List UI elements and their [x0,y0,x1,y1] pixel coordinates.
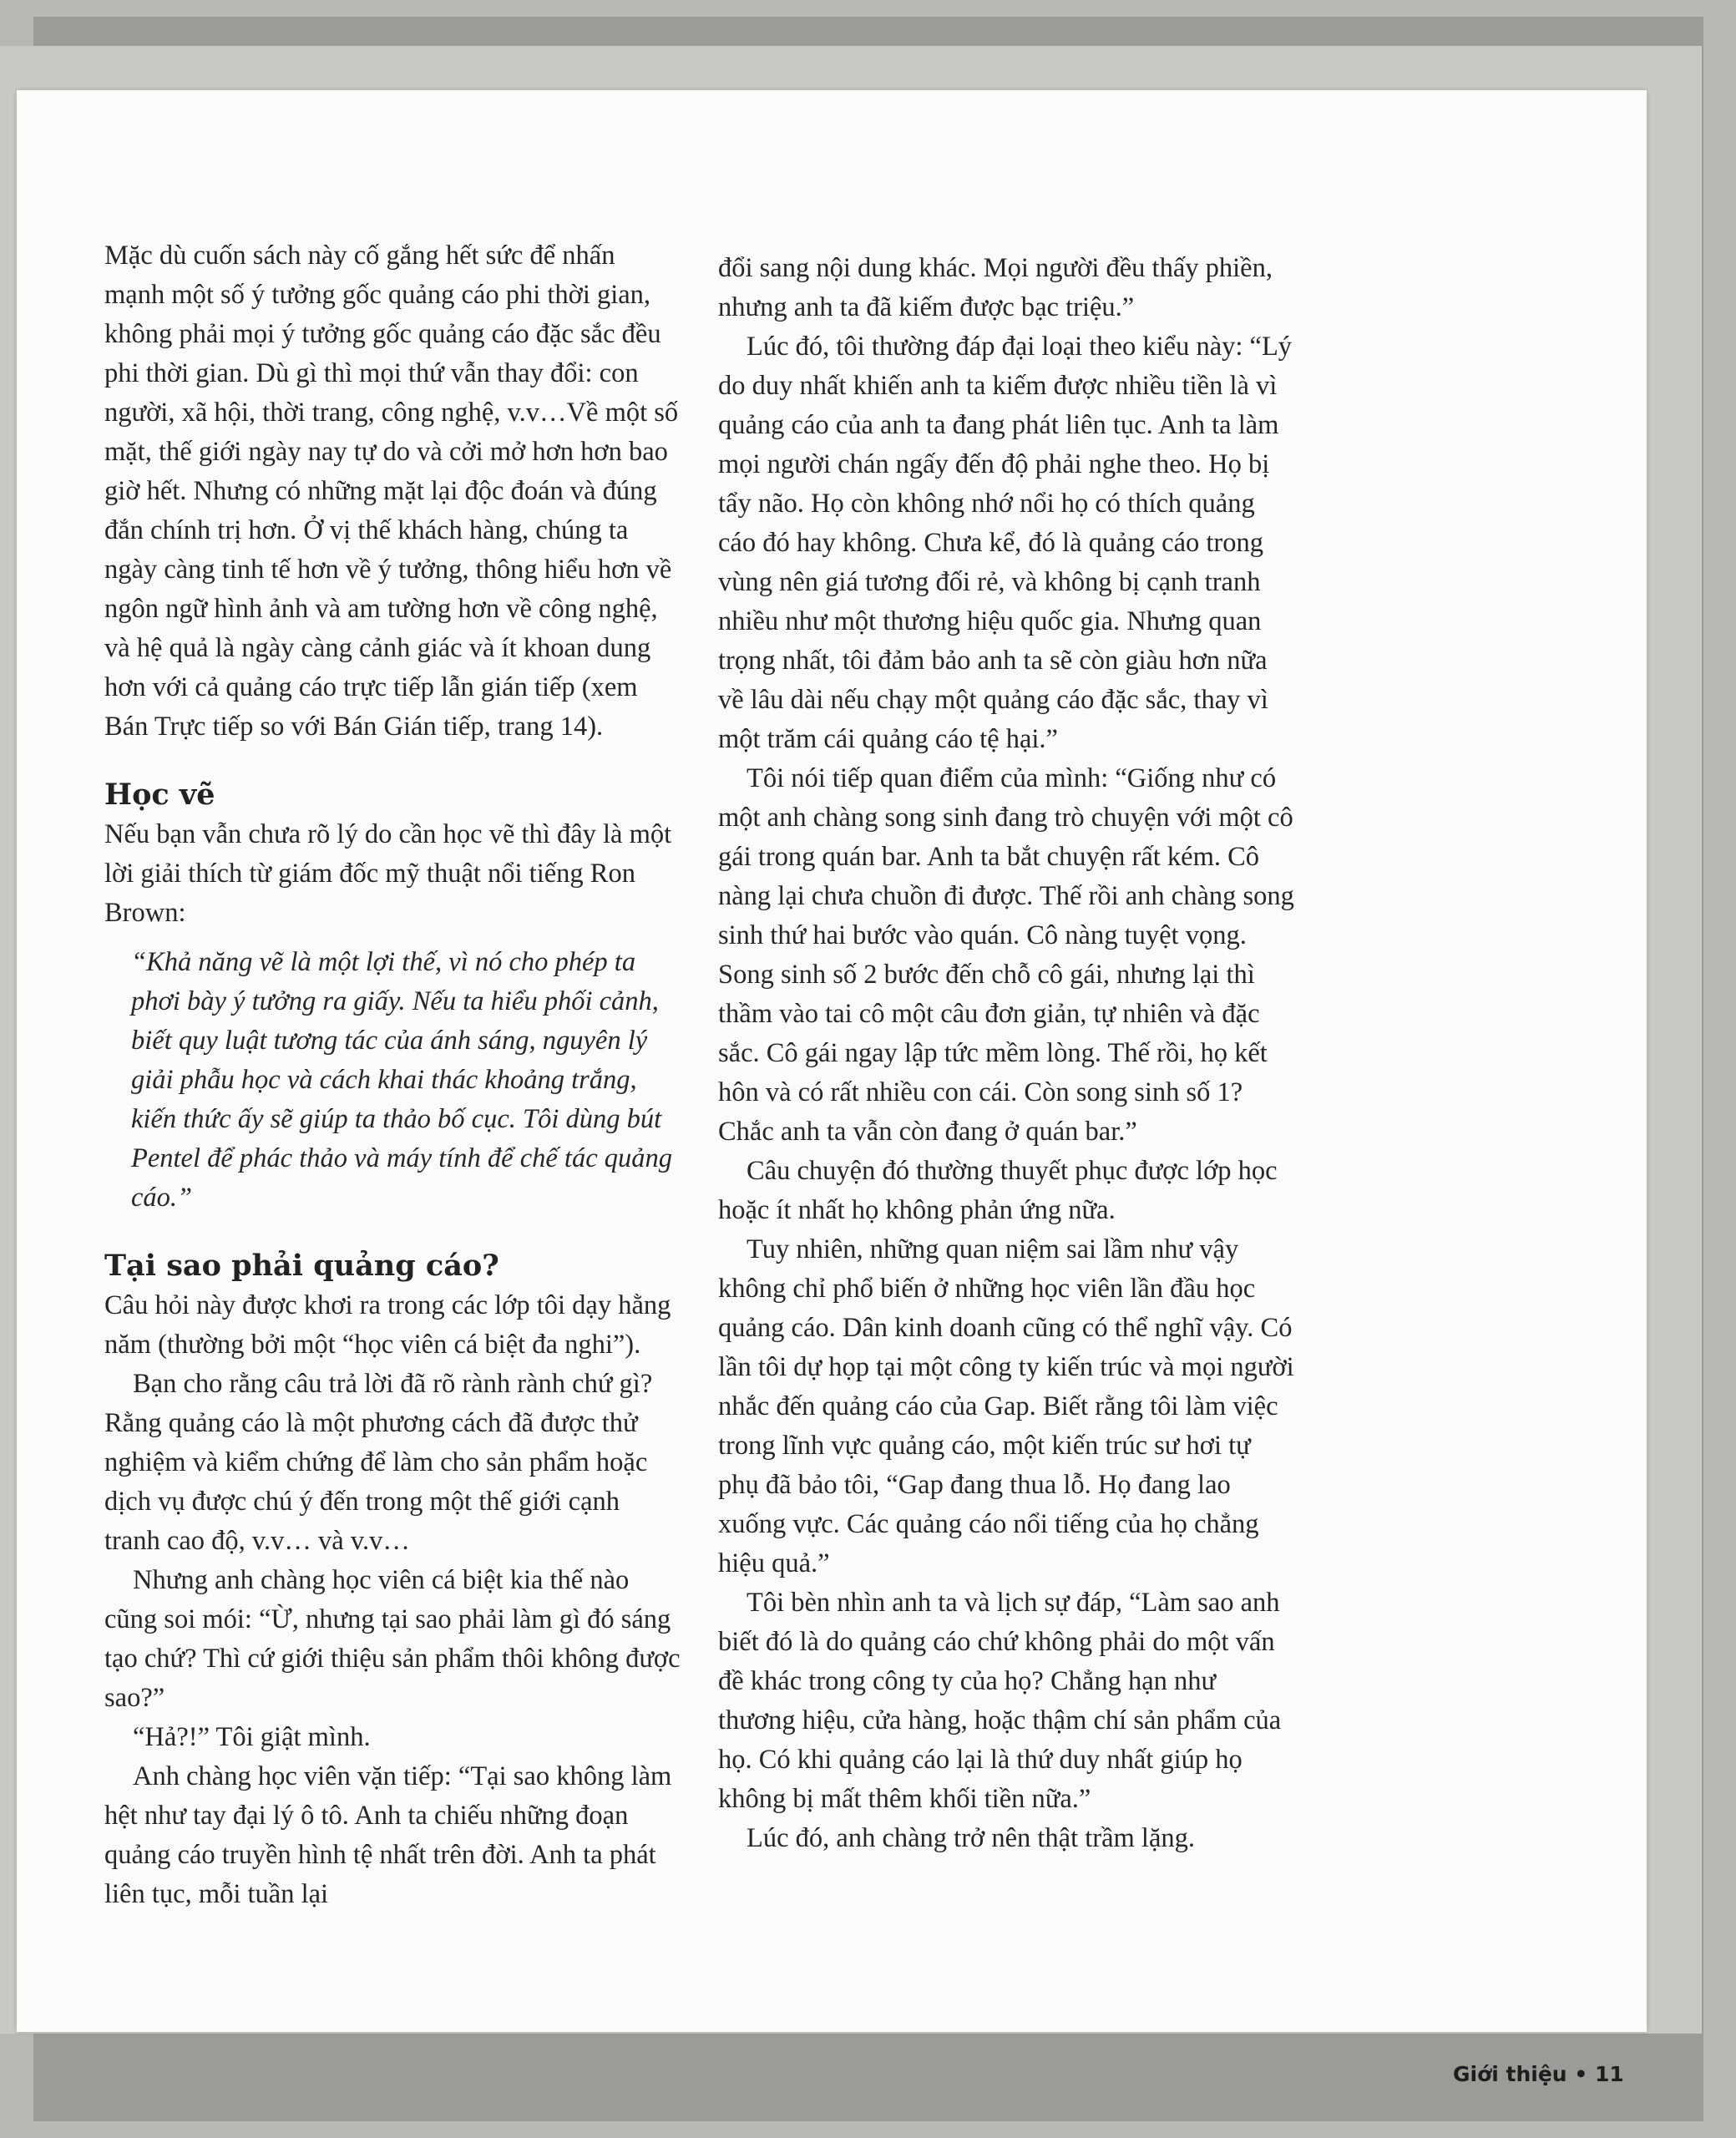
left-column [104,236,681,1914]
paragraph: Câu chuyện đó thường thuyết phục được lớp học hoặc ít nhất họ không phản ứng nữa. [718,1156,1278,1225]
section-heading-tai-sao-phai-quang-cao: Tại sao phải quảng cáo? [104,1249,499,1283]
paragraph: Nếu bạn vẫn chưa rõ lý do cần học vẽ thì đây là một lời giải thích từ giám đốc mỹ thuật nổi tiếng Ron Brown: [104,819,672,928]
section-heading-hoc-ve: Học vẽ [104,778,215,812]
paragraph: Lúc đó, anh chàng trở nên thật trầm lặng. [747,1823,1196,1853]
paragraph: Câu hỏi này được khơi ra trong các lớp tôi dạy hằng năm (thường bởi một “học viên cá biệt đa nghi”). [104,1290,671,1360]
paragraph: Bạn cho rằng câu trả lời đã rõ rành rành chứ gì? Rằng quảng cáo là một phương cách đã được thử nghiệm và kiểm chứng để làm cho sản phẩm hoặc dịch vụ được chú ý đến trong một thế giới cạnh tranh cao độ, v.v… và v.v… [104,1369,653,1556]
page-footer: Giới thiệu • 11 [1453,2062,1624,2086]
paragraph: Mặc dù cuốn sách này cố gắng hết sức để nhấn mạnh một số ý tưởng gốc quảng cáo phi thời gian, không phải mọi ý tưởng gốc quảng cáo đặc sắc đều phi thời gian. Dù gì thì mọi thứ vẫn thay đổi: con người, xã hội, thời trang, công nghệ, v.v…Về một số mặt, thế giới ngày nay tự do và cởi mở hơn hơn bao giờ hết. Nhưng có những mặt lại độc đoán và đúng đắn chính trị hơn. Ở vị thế khách hàng, chúng ta ngày càng tinh tế hơn về ý tưởng, thông hiểu hơn về ngôn ngữ hình ảnh và am tường hơn về công nghệ, và hệ quả là ngày càng cảnh giác và ít khoan dung hơn với cả quảng cáo trực tiếp lẫn gián tiếp (xem Bán Trực tiếp so với Bán Gián tiếp, trang 14). [104,241,679,742]
paragraph: Tuy nhiên, những quan niệm sai lầm như vậy không chỉ phổ biến ở những học viên lần đầu học quảng cáo. Dân kinh doanh cũng có thể nghĩ vậy. Có lần tôi dự họp tại một công ty kiến trúc và mọi người nhắc đến quảng cáo của Gap. Biết rằng tôi làm việc trong lĩnh vực quảng cáo, một kiến trúc sư hơi tự phụ đã bảo tôi, “Gap đang thua lỗ. Họ đang lao xuống vực. Các quảng cáo nổi tiếng của họ chẳng hiệu quả.” [718,1234,1294,1578]
paragraph: Anh chàng học viên vặn tiếp: “Tại sao không làm hệt như tay đại lý ô tô. Anh ta chiếu những đoạn quảng cáo truyền hình tệ nhất trên đời. Anh ta phát liên tục, mỗi tuần lại [104,1761,672,1909]
paragraph: Lúc đó, tôi thường đáp đại loại theo kiểu này: “Lý do duy nhất khiến anh ta kiếm được nhiều tiền là vì quảng cáo của anh ta đang phát liên tục. Anh ta làm mọi người chán ngấy đến độ phải nghe theo. Họ bị tẩy não. Họ còn không nhớ nổi họ có thích quảng cáo đó hay không. Chưa kể, đó là quảng cáo trong vùng nên giá tương đối rẻ, và không bị cạnh tranh nhiều như một thương hiệu quốc gia. Nhưng quan trọng nhất, tôi đảm bảo anh ta sẽ còn giàu hơn nữa về lâu dài nếu chạy một quảng cáo đặc sắc, thay vì một trăm cái quảng cáo tệ hại.” [718,332,1293,754]
printed-page [17,90,1647,2086]
paragraph: “Hả?!” Tôi giật mình. [133,1722,371,1752]
paragraph: Tôi nói tiếp quan điểm của mình: “Giống như có một anh chàng song sinh đang trò chuyện với một cô gái trong quán bar. Anh ta bắt chuyện rất kém. Cô nàng lại chưa chuồn đi được. Thế rồi anh chàng song sinh thứ hai bước vào quán. Cô nàng tuyệt vọng. Song sinh số 2 bước đến chỗ cô gái, nhưng lại thì thầm vào tai cô một câu đơn giản, tự nhiên và đặc sắc. Cô gái ngay lập tức mềm lòng. Thế rồi, họ kết hôn và có rất nhiều con cái. Còn song sinh số 1? Chắc anh ta vẫn còn đang ở quán bar.” [718,763,1294,1147]
paragraph: đổi sang nội dung khác. Mọi người đều thấy phiền, nhưng anh ta đã kiếm được bạc triệu.” [718,253,1273,322]
right-column [718,249,1294,1858]
pull-quote: “Khả năng vẽ là một lợi thế, vì nó cho phép ta phơi bày ý tưởng ra giấy. Nếu ta hiểu phối cảnh, biết quy luật tương tác của ánh sáng, nguyên lý giải phẫu học và cách khai thác khoảng trắng, kiến thức ấy sẽ giúp ta thảo bố cục. Tôi dùng bút Pentel để phác thảo và máy tính để chế tác quảng cáo.” [131,947,673,1213]
paragraph: Nhưng anh chàng học viên cá biệt kia thế nào cũng soi mói: “Ừ, nhưng tại sao phải làm gì đó sáng tạo chứ? Thì cứ giới thiệu sản phẩm thôi không được sao?” [104,1565,681,1713]
paragraph: Tôi bèn nhìn anh ta và lịch sự đáp, “Làm sao anh biết đó là do quảng cáo chứ không phải do một vấn đề khác trong công ty của họ? Chẳng hạn như thương hiệu, cửa hàng, hoặc thậm chí sản phẩm của họ. Có khi quảng cáo lại là thứ duy nhất giúp họ không bị mất thêm khối tiền nữa.” [718,1588,1282,1814]
